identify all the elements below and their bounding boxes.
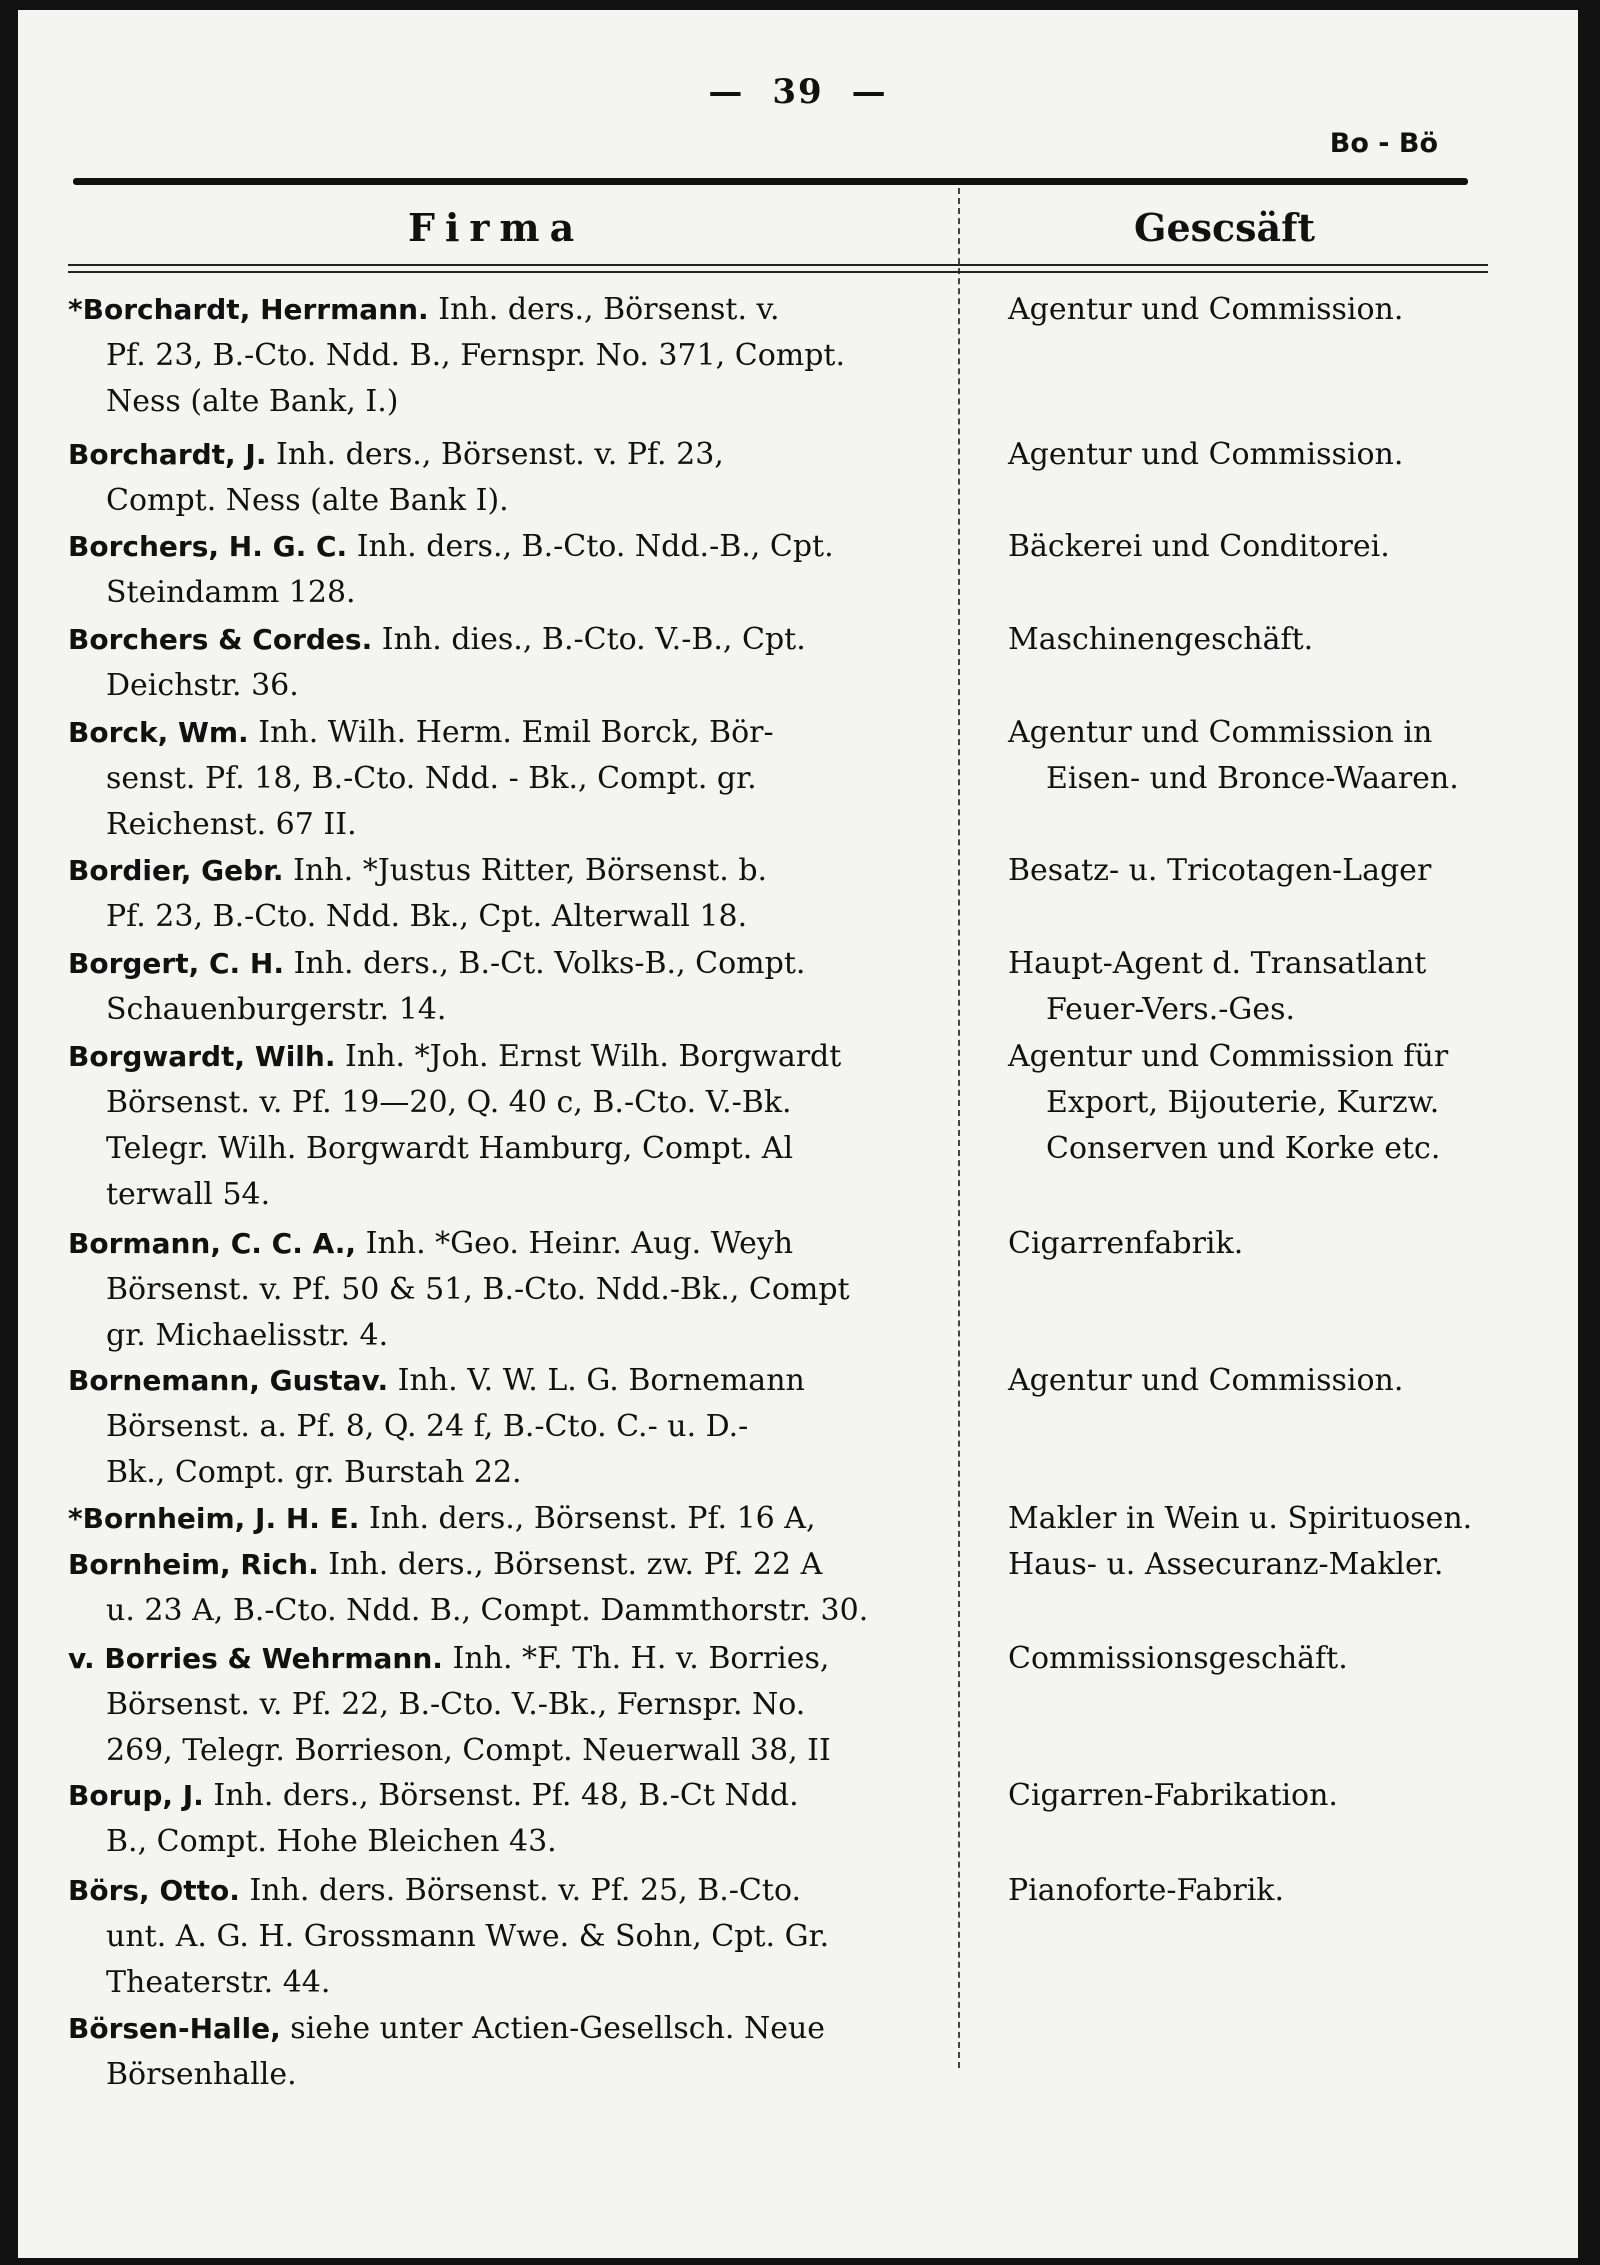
entry-firma-line xyxy=(68,570,948,616)
header-double-rule-top xyxy=(68,264,1488,266)
entry-business-line: Besatz- u. Tricotagen-Lager xyxy=(1008,853,1432,888)
entry-detail: Börsenst. v. Pf. 19—20, Q. 40 c, B.-Cto. V.-Bk. xyxy=(106,1085,792,1120)
entry-geschaeft xyxy=(1008,1496,1478,1542)
entry-firma-line xyxy=(68,1636,948,1682)
entry-detail: Telegr. Wilh. Borgwardt Hamburg, Compt. Al xyxy=(106,1131,794,1166)
entry-firma xyxy=(68,710,948,848)
entry-name: Bormann, C. C. A., xyxy=(68,1227,357,1260)
entry-detail: Pf. 23, B.-Cto. Ndd. Bk., Cpt. Alterwall 18. xyxy=(106,899,748,934)
entry-business-line: Maschinengeschäft. xyxy=(1008,622,1314,657)
entry-firma-line xyxy=(68,1819,948,1865)
column-divider xyxy=(958,188,960,2068)
entry-business-line: Agentur und Commission in xyxy=(1008,715,1433,750)
header-rule xyxy=(73,178,1468,185)
entry-name: Börsen-Halle, xyxy=(68,2012,281,2045)
entry-detail: Inh. ders., Börsenst. Pf. 48, B.-Ct Ndd. xyxy=(213,1778,799,1813)
entry-detail: Inh. *Justus Ritter, Börsenst. b. xyxy=(293,853,768,888)
entry-firma xyxy=(68,2006,948,2098)
entry-business-line: Eisen- und Bronce-Waaren. xyxy=(1046,761,1459,796)
entry-name: Borchardt, J. xyxy=(68,438,267,471)
entry-detail: Bk., Compt. gr. Burstah 22. xyxy=(106,1455,522,1490)
entry-firma-line xyxy=(68,1868,948,1914)
entry-detail: Inh. ders., Börsenst. v. Pf. 23, xyxy=(276,437,724,472)
entry-name: v. Borries & Wehrmann. xyxy=(68,1642,443,1675)
entry-name: Borup, J. xyxy=(68,1779,204,1812)
entry-detail: Börsenst. a. Pf. 8, Q. 24 f, B.-Cto. C.- u. D.- xyxy=(106,1409,749,1444)
entry-name: Bornemann, Gustav. xyxy=(68,1364,389,1397)
entry-detail: Inh. Wilh. Herm. Emil Borck, Bör- xyxy=(258,715,774,750)
entry-firma xyxy=(68,1868,948,2006)
entry-geschaeft xyxy=(1008,617,1478,663)
entry-detail: Börsenhalle. xyxy=(106,2057,297,2092)
entry-firma-line xyxy=(68,1542,948,1588)
entry-detail: Inh. *Geo. Heinr. Aug. Weyh xyxy=(365,1226,794,1261)
entry-detail: Inh. ders. Börsenst. v. Pf. 25, B.-Cto. xyxy=(249,1873,802,1908)
entry-firma-line xyxy=(68,987,948,1033)
entry-detail: Inh. ders., Börsenst. Pf. 16 A, xyxy=(368,1501,816,1536)
entry-firma-line xyxy=(68,432,948,478)
entry-detail: Börsenst. v. Pf. 50 & 51, B.-Cto. Ndd.-Bk., Compt xyxy=(106,1272,850,1307)
page xyxy=(18,10,1578,2258)
entry-firma-line xyxy=(68,1404,948,1450)
section-range: Bo - Bö xyxy=(1329,128,1438,159)
entry-business-line: Agentur und Commission. xyxy=(1008,1363,1404,1398)
entry-firma-line xyxy=(68,663,948,709)
entry-detail: Reichenst. 67 II. xyxy=(106,807,357,842)
entry-geschaeft xyxy=(1008,1636,1478,1682)
entry-geschaeft xyxy=(1008,848,1478,894)
entry-firma-line xyxy=(68,1450,948,1496)
entry-business-line: Haupt-Agent d. Transatlant xyxy=(1008,946,1427,981)
entry-detail: Inh. ders., B.-Cto. Ndd.-B., Cpt. xyxy=(356,529,834,564)
entry-firma-line xyxy=(68,1728,948,1774)
entry-firma-line xyxy=(68,1267,948,1313)
entry-name: Bornheim, Rich. xyxy=(68,1548,319,1581)
entry-firma-line xyxy=(68,1126,948,1172)
entry-name: Börs, Otto. xyxy=(68,1874,240,1907)
entry-geschaeft xyxy=(1008,710,1478,802)
entry-firma-line xyxy=(68,2052,948,2098)
entry-detail: Schauenburgerstr. 14. xyxy=(106,992,447,1027)
entry-detail: Pf. 23, B.-Cto. Ndd. B., Fernspr. No. 371, Compt. xyxy=(106,338,846,373)
entry-firma-line xyxy=(68,1682,948,1728)
entry-business-line: Conserven und Korke etc. xyxy=(1046,1131,1441,1166)
entry-firma xyxy=(68,848,948,940)
entry-business-line: Bäckerei und Conditorei. xyxy=(1008,529,1390,564)
entry-firma-line xyxy=(68,524,948,570)
entry-detail: Inh. dies., B.-Cto. V.-B., Cpt. xyxy=(381,622,806,657)
entry-firma-line xyxy=(68,848,948,894)
entry-detail: unt. A. G. H. Grossmann Wwe. & Sohn, Cpt. Gr. xyxy=(106,1919,830,1954)
entry-geschaeft xyxy=(1008,1868,1478,1914)
entry-business-line: Pianoforte-Fabrik. xyxy=(1008,1873,1285,1908)
entry-detail: terwall 54. xyxy=(106,1177,271,1212)
entry-geschaeft xyxy=(1008,1542,1478,1588)
entry-geschaeft xyxy=(1008,941,1478,1033)
entry-detail: Theaterstr. 44. xyxy=(106,1965,331,2000)
entry-business-line: Commissionsgeschäft. xyxy=(1008,1641,1348,1676)
entry-detail: gr. Michaelisstr. 4. xyxy=(106,1318,389,1353)
entry-detail: Inh. *Joh. Ernst Wilh. Borgwardt xyxy=(345,1039,842,1074)
entry-firma-line xyxy=(68,333,948,379)
entry-geschaeft xyxy=(1008,432,1478,478)
column-header-geschaeft: Gescsäft xyxy=(1134,205,1316,250)
entry-detail: Steindamm 128. xyxy=(106,575,356,610)
entry-firma xyxy=(68,287,948,425)
entry-firma xyxy=(68,1221,948,1359)
header-double-rule-bottom xyxy=(68,271,1488,273)
entry-detail: Inh. ders., Börsenst. v. xyxy=(438,292,780,327)
column-header-firma: Firma xyxy=(408,205,585,250)
entry-name: Borck, Wm. xyxy=(68,716,249,749)
entry-firma-line xyxy=(68,617,948,663)
entry-business-line: Makler in Wein u. Spirituosen. xyxy=(1008,1501,1473,1536)
entry-firma xyxy=(68,1358,948,1496)
entry-detail: Inh. *F. Th. H. v. Borries, xyxy=(452,1641,830,1676)
entry-business-line: Agentur und Commission. xyxy=(1008,292,1404,327)
entry-firma xyxy=(68,1542,948,1634)
entry-firma xyxy=(68,1636,948,1774)
entry-business-line: Agentur und Commission. xyxy=(1008,437,1404,472)
entry-detail: 269, Telegr. Borrieson, Compt. Neuerwall 38, II xyxy=(106,1733,831,1768)
entry-geschaeft xyxy=(1008,1358,1478,1404)
entry-firma-line xyxy=(68,1496,948,1542)
entry-business-line: Cigarren-Fabrikation. xyxy=(1008,1778,1338,1813)
entry-firma-line xyxy=(68,1773,948,1819)
entry-firma-line xyxy=(68,1960,948,2006)
page-number-value: 39 xyxy=(772,72,824,112)
entry-firma-line xyxy=(68,1221,948,1267)
entry-firma-line xyxy=(68,2006,948,2052)
entry-detail: Deichstr. 36. xyxy=(106,668,299,703)
entry-firma-line xyxy=(68,710,948,756)
entry-name: Bordier, Gebr. xyxy=(68,854,284,887)
entry-name: *Bornheim, J. H. E. xyxy=(68,1502,360,1535)
entry-firma-line xyxy=(68,802,948,848)
entry-geschaeft xyxy=(1008,1034,1478,1172)
entry-business-line: Export, Bijouterie, Kurzw. xyxy=(1046,1085,1440,1120)
entry-business-line: Feuer-Vers.-Ges. xyxy=(1046,992,1296,1027)
entry-business-line: Haus- u. Assecuranz-Makler. xyxy=(1008,1547,1444,1582)
entry-detail: Inh. ders., Börsenst. zw. Pf. 22 A xyxy=(328,1547,823,1582)
entry-firma xyxy=(68,617,948,709)
entry-name: Borgert, C. H. xyxy=(68,947,285,980)
entry-detail: Ness (alte Bank, I.) xyxy=(106,384,399,419)
entry-firma-line xyxy=(68,1034,948,1080)
page-number-dash-left: — xyxy=(708,72,745,112)
entry-geschaeft xyxy=(1008,524,1478,570)
entry-name: *Borchardt, Herrmann. xyxy=(68,293,429,326)
entry-firma-line xyxy=(68,1172,948,1218)
entry-firma xyxy=(68,524,948,616)
entry-firma xyxy=(68,1496,948,1542)
entry-firma-line xyxy=(68,1358,948,1404)
entry-firma-line xyxy=(68,379,948,425)
entry-name: Borchers, H. G. C. xyxy=(68,530,348,563)
entry-firma-line xyxy=(68,1080,948,1126)
entry-firma-line xyxy=(68,941,948,987)
entry-geschaeft xyxy=(1008,1773,1478,1819)
entry-firma-line xyxy=(68,287,948,333)
entry-detail: u. 23 A, B.-Cto. Ndd. B., Compt. Dammthorstr. 30. xyxy=(106,1593,869,1628)
entry-detail: siehe unter Actien-Gesellsch. Neue xyxy=(290,2011,826,2046)
entry-firma xyxy=(68,432,948,524)
entry-firma-line xyxy=(68,894,948,940)
page-number xyxy=(18,72,1578,112)
entry-detail: Börsenst. v. Pf. 22, B.-Cto. V.-Bk., Fernspr. No. xyxy=(106,1687,806,1722)
entry-name: Borgwardt, Wilh. xyxy=(68,1040,336,1073)
entry-geschaeft xyxy=(1008,287,1478,333)
entry-firma xyxy=(68,1773,948,1865)
entry-firma-line xyxy=(68,478,948,524)
entry-business-line: Cigarrenfabrik. xyxy=(1008,1226,1244,1261)
entry-detail: senst. Pf. 18, B.-Cto. Ndd. - Bk., Compt. gr. xyxy=(106,761,757,796)
entry-detail: Inh. ders., B.-Ct. Volks-B., Compt. xyxy=(293,946,806,981)
entry-business-line: Agentur und Commission für xyxy=(1008,1039,1449,1074)
entry-firma-line xyxy=(68,756,948,802)
entry-detail: Inh. V. W. L. G. Bornemann xyxy=(397,1363,805,1398)
entry-firma xyxy=(68,941,948,1033)
entry-name: Borchers & Cordes. xyxy=(68,623,373,656)
entry-detail: Compt. Ness (alte Bank I). xyxy=(106,483,509,518)
entry-firma-line xyxy=(68,1588,948,1634)
entry-geschaeft xyxy=(1008,1221,1478,1267)
entry-firma xyxy=(68,1034,948,1218)
entry-firma-line xyxy=(68,1914,948,1960)
entry-detail: B., Compt. Hohe Bleichen 43. xyxy=(106,1824,557,1859)
page-number-dash-right: — xyxy=(851,72,888,112)
entry-firma-line xyxy=(68,1313,948,1359)
